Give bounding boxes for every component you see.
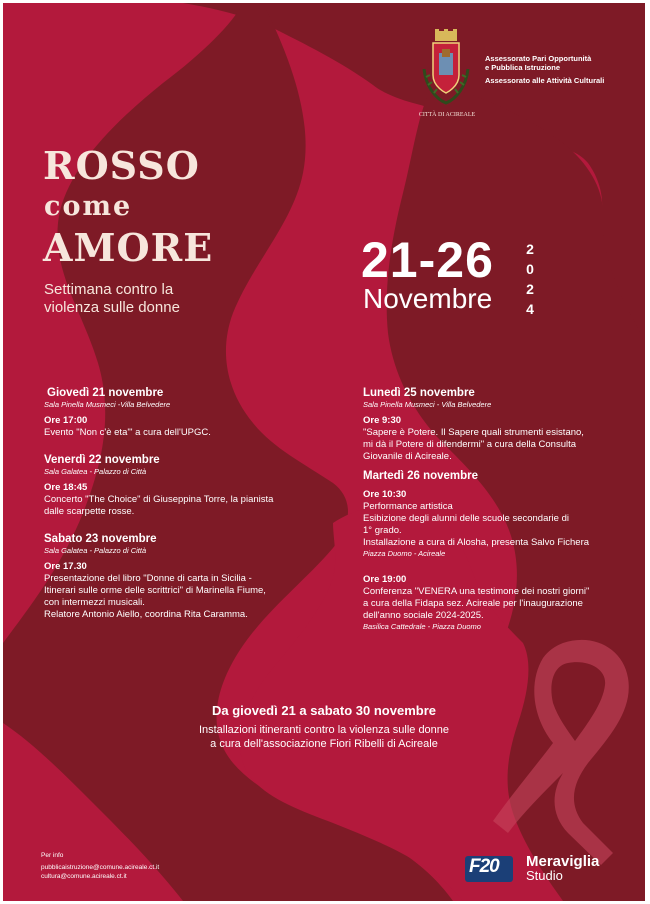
studio-subtitle: Studio xyxy=(526,868,563,883)
event-desc: a cura della Fidapa sez. Acireale per l'inaugurazione xyxy=(363,598,583,609)
installations-line: Installazioni itineranti contro la violenza sulle donne xyxy=(198,724,450,736)
event-desc: Performance artistica xyxy=(363,501,453,512)
year-digit: 2 xyxy=(526,241,534,257)
event-desc: mi dà il Potere di difendermi" a cura della Consulta xyxy=(363,439,577,450)
event-day-block xyxy=(44,532,314,621)
city-crest-icon xyxy=(420,29,472,109)
year-digit: 0 xyxy=(526,261,534,277)
event-venue: Sala Galatea - Palazzo di Città xyxy=(44,546,147,555)
event-desc: Installazione a cura di Alosha, presenta Salvo Fichera xyxy=(363,537,590,548)
year-digit: 4 xyxy=(526,301,534,317)
studio-name: Meraviglia xyxy=(526,853,600,870)
title-line-2: come xyxy=(44,191,133,222)
event-time: Ore 17.30 xyxy=(44,561,87,572)
event-venue: Sala Pinella Musmeci - Villa Belvedere xyxy=(363,400,492,409)
event-desc: dalle scarpette rosse. xyxy=(44,506,135,517)
event-poster xyxy=(3,3,645,901)
f20-logo-text: F20 xyxy=(469,856,499,877)
event-venue: Basilica Cattedrale - Piazza Duomo xyxy=(363,622,481,631)
event-time: Ore 19:00 xyxy=(363,574,407,585)
event-desc: Giovanile di Acireale. xyxy=(363,451,452,462)
dept-line: e Pubblica Istruzione xyxy=(485,63,561,72)
city-caption: CITTÀ DI ACIREALE xyxy=(418,112,476,118)
event-day: Giovedì 21 novembre xyxy=(47,387,164,399)
date-range: 21-26 xyxy=(361,232,494,288)
year-digit: 2 xyxy=(526,281,534,297)
event-time: Ore 18:45 xyxy=(44,482,88,493)
event-day-block xyxy=(363,469,633,631)
event-desc: Itinerari sulle orme delle scrittrici" di Marinella Fiume, xyxy=(44,585,266,596)
event-day-block xyxy=(44,386,314,439)
event-desc: Esibizione degli alunni delle scuole secondarie di xyxy=(363,513,569,524)
subtitle-line: violenza sulle donne xyxy=(44,299,180,316)
department-names xyxy=(485,54,635,85)
dept-line: Assessorato alle Attività Culturali xyxy=(485,76,605,85)
event-time: Ore 9:30 xyxy=(363,415,402,426)
event-time: Ore 10:30 xyxy=(363,489,407,500)
email-link[interactable]: cultura@comune.acireale.ct.it xyxy=(41,873,127,880)
event-desc: Evento "Non c'è eta'" a cura dell'UPGC. xyxy=(44,427,211,438)
title-line-3: AMORE xyxy=(43,225,214,270)
dept-line: Assessorato Pari Opportunità xyxy=(485,54,592,63)
email-link[interactable]: pubblicaistruzione@comune.acireale.ct.it xyxy=(41,864,160,871)
title-line-1: ROSSO xyxy=(43,143,200,188)
event-venue: Sala Galatea - Palazzo di Città xyxy=(44,467,147,476)
event-time: Ore 17:00 xyxy=(44,415,88,426)
installations-desc xyxy=(3,723,645,751)
date-year xyxy=(525,239,535,319)
contact-info xyxy=(41,851,159,881)
right-events-column xyxy=(363,386,633,631)
date-month: Novembre xyxy=(363,283,493,314)
subtitle xyxy=(44,281,244,317)
event-desc: Concerto "The Choice" di Giuseppina Torre, la pianista xyxy=(44,494,274,505)
event-desc: Conferenza "VENERA una testimone dei nostri giorni" xyxy=(363,586,590,597)
event-desc: 1° grado. xyxy=(363,525,402,536)
event-venue: Sala Pinella Musmeci -Villa Belvedere xyxy=(44,400,171,409)
event-day: Martedì 26 novembre xyxy=(363,470,479,482)
event-desc: Presentazione del libro "Donne di carta in Sicilia - xyxy=(44,573,252,584)
info-label: Per info xyxy=(41,852,64,859)
event-desc: con intermezzi musicali. xyxy=(44,597,145,608)
event-day: Lunedì 25 novembre xyxy=(363,387,475,399)
event-desc: Relatore Antonio Aiello, coordina Rita Caramma. xyxy=(44,609,248,620)
event-day-block xyxy=(44,453,314,518)
event-desc: "Sapere è Potere. Il Sapere quali strumenti esistano, xyxy=(363,427,584,438)
event-day: Sabato 23 novembre xyxy=(44,533,157,545)
left-events-column xyxy=(44,386,314,621)
event-desc: dell'anno sociale 2024-2025. xyxy=(363,610,484,621)
installations-title: Da giovedì 21 a sabato 30 novembre xyxy=(212,703,436,718)
subtitle-line: Settimana contro la xyxy=(44,281,174,298)
event-venue: Piazza Duomo - Acireale xyxy=(363,549,446,558)
event-day-block xyxy=(363,386,633,463)
event-day: Venerdì 22 novembre xyxy=(44,454,160,466)
installations-line: a cura dell'associazione Fiori Ribelli di Acireale xyxy=(210,738,438,750)
